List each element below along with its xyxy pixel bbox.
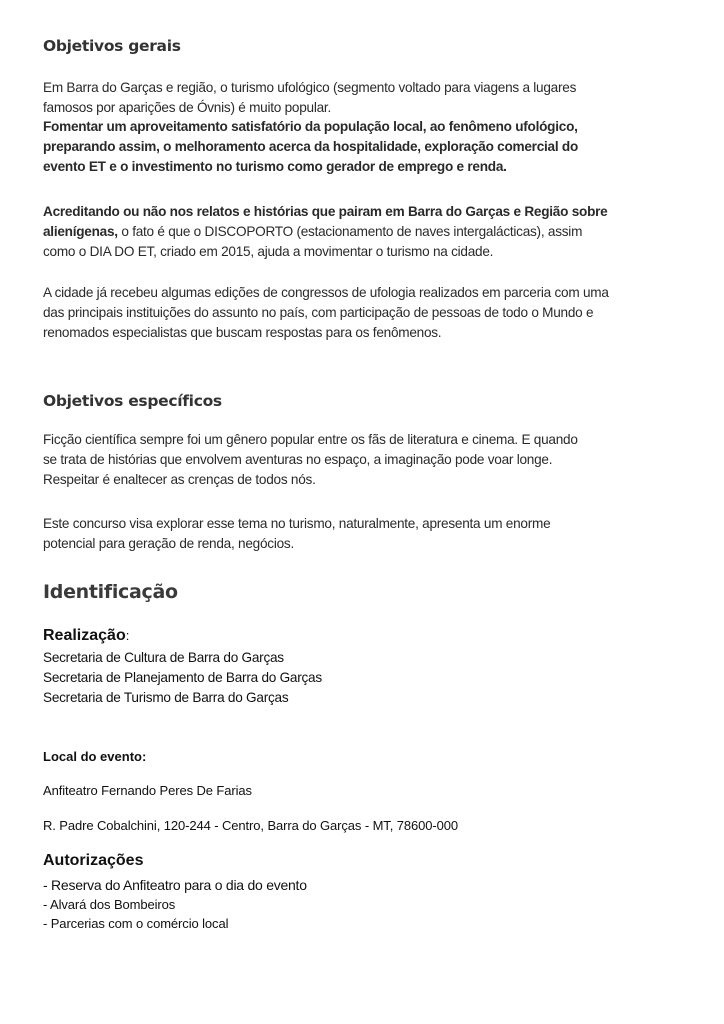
realizacao-list <box>43 648 322 708</box>
heading-objetivos-especificos: Objetivos específicos <box>43 392 222 410</box>
list-item: Secretaria de Planejamento de Barra do Garças <box>43 670 322 685</box>
text-line: Fomentar um aproveitamento satisfatório da população local, ao fenômeno ufológico, <box>43 119 578 134</box>
text-line: potencial para geração de renda, negócios. <box>43 536 294 551</box>
list-item: - Parcerias com o comércio local <box>43 916 229 931</box>
paragraph-ficcao <box>43 430 578 490</box>
list-item: Secretaria de Turismo de Barra do Garças <box>43 690 289 705</box>
paragraph-fomentar <box>43 117 578 177</box>
text-line: como o DIA DO ET, criado em 2015, ajuda a movimentar o turismo na cidade. <box>43 244 494 259</box>
paragraph-intro <box>43 78 576 118</box>
heading-autorizacoes: Autorizações <box>43 852 144 869</box>
text-line: se trata de histórias que envolvem aventuras no espaço, a imaginação pode voar longe. <box>43 452 553 467</box>
paragraph-concurso <box>43 514 550 554</box>
text-line: Ficção científica sempre foi um gênero popular entre os fãs de literatura e cinema. E quando <box>43 432 578 447</box>
heading-identificacao: Identificação <box>43 581 178 603</box>
local-label: Local do evento: <box>43 749 147 764</box>
bold-text: alienígenas, <box>43 224 118 239</box>
list-item: Secretaria de Cultura de Barra do Garças <box>43 650 284 665</box>
text-line: Este concurso visa explorar esse tema no turismo, naturalmente, apresenta um enorme <box>43 516 551 531</box>
list-item: - Alvará dos Bombeiros <box>43 897 176 912</box>
text-line: renomados especialistas que buscam respostas para os fenômenos. <box>43 325 442 340</box>
colon: : <box>125 628 130 643</box>
local-address: R. Padre Cobalchini, 120-244 - Centro, Barra do Garças - MT, 78600-000 <box>43 818 458 833</box>
text-line: famosos por aparições de Óvnis) é muito popular. <box>43 100 331 115</box>
heading-objetivos-gerais: Objetivos gerais <box>43 37 181 55</box>
heading-realizacao <box>43 627 129 645</box>
text: o fato é que o DISCOPORTO (estacionamento de naves intergalácticas), assim <box>117 224 583 239</box>
text-line: A cidade já recebeu algumas edições de congressos de ufologia realizados em parceria com uma <box>43 285 609 300</box>
label: Realização <box>43 627 126 644</box>
paragraph-congressos <box>43 283 609 343</box>
autorizacoes-list <box>43 875 307 933</box>
text-line: das principais instituições do assunto no país, com participação de pessoas de todo o Mundo e <box>43 305 594 320</box>
local-name: Anfiteatro Fernando Peres De Farias <box>43 783 252 798</box>
text-line: preparando assim, o melhoramento acerca da hospitalidade, exploração comercial do <box>43 139 579 154</box>
text-line <box>43 222 607 242</box>
text-line: evento ET e o investimento no turismo como gerador de emprego e renda. <box>43 159 507 174</box>
text-line: Acreditando ou não nos relatos e histórias que pairam em Barra do Garças e Região sobre <box>43 204 608 219</box>
paragraph-acreditando <box>43 202 607 262</box>
text-line: Em Barra do Garças e região, o turismo ufológico (segmento voltado para viagens a lugares <box>43 80 577 95</box>
list-item: - Reserva do Anfiteatro para o dia do evento <box>43 877 307 893</box>
text-line: Respeitar é enaltecer as crenças de todos nós. <box>43 472 316 487</box>
